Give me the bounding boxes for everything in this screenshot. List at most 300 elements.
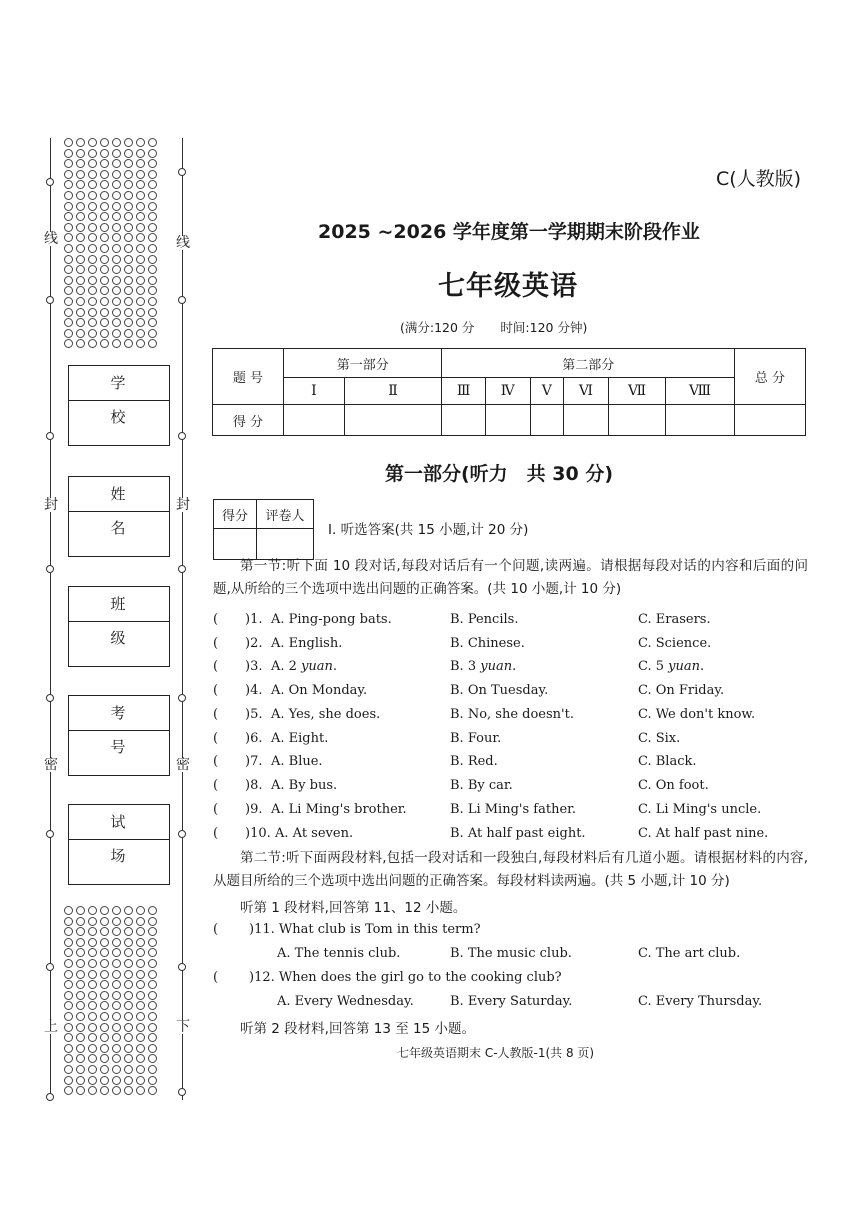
dot [88,255,97,264]
binding-circle [46,178,54,186]
roman-header: Ⅴ [530,378,563,405]
dot [112,202,121,211]
dot [64,959,73,968]
dot [148,329,157,338]
dot [136,948,145,957]
score-cell[interactable] [284,405,345,436]
dot [148,1076,157,1085]
binding-circle [46,296,54,304]
material2-note: 听第 2 段材料,回答第 13 至 15 小题。 [240,1021,475,1037]
dot [136,149,145,158]
grader-name-label: 评卷人 [257,500,314,529]
dot [124,1054,133,1063]
binding-circle [178,830,186,838]
dot [100,159,109,168]
dot [88,244,97,253]
dot [112,1012,121,1021]
dot [88,948,97,957]
answer-paren[interactable]: ( [213,754,219,769]
option-c: C. We don't know. [638,707,756,722]
question-number: )7. [245,754,263,769]
dot [64,233,73,242]
dot [112,938,121,947]
dot [88,927,97,936]
score-table [212,348,806,436]
dot [136,1001,145,1010]
option-b: B. Red. [450,754,498,769]
dot [100,202,109,211]
dot [136,917,145,926]
binding-char: 线 [176,235,190,251]
school-label: 学 校 [69,366,169,401]
dot [76,1001,85,1010]
dot [112,1044,121,1053]
dot [148,917,157,926]
dot [100,223,109,232]
dot [148,1001,157,1010]
dot [124,233,133,242]
answer-paren[interactable]: ( [213,659,219,674]
dot [148,265,157,274]
dot [136,170,145,179]
dot [76,138,85,147]
dot [124,180,133,189]
option-a: A. The tennis club. [277,946,401,961]
option-a: A. At seven. [275,826,354,841]
dot [64,927,73,936]
dot [88,1012,97,1021]
section2-instructions: 第二节:听下面两段材料,包括一段对话和一段独白,每段材料后有几道小题。请根据材料的内容,从题目所给的三个选项中选出问题的正确答案。每段材料读两遍。(共 5 小题,计 10 分) [213,850,808,889]
dot [88,265,97,274]
dot [112,286,121,295]
answer-paren[interactable]: ( [213,970,219,985]
name-field[interactable] [68,476,170,557]
dot [100,297,109,306]
dot [88,1044,97,1053]
dot [76,255,85,264]
dot [100,1033,109,1042]
dot [124,1065,133,1074]
dot [148,149,157,158]
dot [112,244,121,253]
dot [100,180,109,189]
dot [112,1086,121,1095]
dot [112,980,121,989]
dot [76,233,85,242]
roman-header: Ⅳ [485,378,530,405]
dot [76,191,85,200]
dot [136,1023,145,1032]
dot [124,970,133,979]
dot [148,255,157,264]
dot [136,959,145,968]
dot [136,1012,145,1021]
option-c: C. Black. [638,754,697,769]
answer-paren[interactable]: ( [213,778,219,793]
dot [88,308,97,317]
material1-note: 听第 1 段材料,回答第 11、12 小题。 [240,900,467,916]
school-field[interactable] [68,365,170,446]
dot [64,276,73,285]
question-number: )9. [245,802,263,817]
question-number: )2. [245,636,263,651]
dot [136,202,145,211]
dot [112,159,121,168]
dot [136,1065,145,1074]
dot [148,170,157,179]
dot [136,286,145,295]
option-b: B. Chinese. [450,636,525,651]
dot [124,170,133,179]
binding-line-right [182,138,183,1100]
dot [112,212,121,221]
dot [148,180,157,189]
dot [76,917,85,926]
dot [136,980,145,989]
dot [64,948,73,957]
dot [76,1012,85,1021]
dot [136,255,145,264]
option-c: C. The art club. [638,946,741,961]
dot [88,1086,97,1095]
dot [112,991,121,1000]
dot [100,917,109,926]
option-a: A. Blue. [271,754,323,769]
binding-circle [178,296,186,304]
dot [112,1001,121,1010]
dot [76,202,85,211]
dot [100,212,109,221]
score-cell[interactable] [442,405,485,436]
dot [76,297,85,306]
dot [64,1023,73,1032]
dot [148,318,157,327]
dot [76,308,85,317]
dot [64,138,73,147]
question-number: )4. [245,683,263,698]
option-c: C. On Friday. [638,683,725,698]
dot [112,308,121,317]
dot [88,170,97,179]
dot [88,138,97,147]
dot [88,906,97,915]
option-a: A. By bus. [271,778,338,793]
option-b: B. Pencils. [450,612,519,627]
binding-char: 封 [176,497,190,513]
total-header: 总 分 [735,349,806,405]
dot [64,970,73,979]
dot [76,980,85,989]
answer-paren[interactable]: ( [213,802,219,817]
dot [100,138,109,147]
dot-pattern-bottom [64,906,160,1097]
dot [100,265,109,274]
dot [76,1023,85,1032]
dot [64,938,73,947]
dot [100,1023,109,1032]
class-label: 班 级 [69,587,169,622]
part1-header: 第一部分 [284,349,442,378]
dot [88,1023,97,1032]
dot [124,329,133,338]
part1-title: 第一部分(听力 共 30 分) [385,463,614,485]
dot [148,991,157,1000]
binding-char: 密 [176,757,190,773]
dot [64,318,73,327]
dot [64,212,73,221]
dot [136,308,145,317]
dot [88,938,97,947]
dot [76,906,85,915]
answer-paren[interactable]: ( [213,612,219,627]
dot [124,255,133,264]
dot [64,191,73,200]
dot [100,255,109,264]
dot [88,970,97,979]
score-cell[interactable] [485,405,530,436]
option-a: A. Every Wednesday. [277,994,414,1009]
dot [124,927,133,936]
dot [124,149,133,158]
option-c: C. Six. [638,731,681,746]
dot [100,149,109,158]
dot [76,339,85,348]
dot [148,959,157,968]
dot [136,991,145,1000]
dot [112,917,121,926]
roman-header: Ⅱ [344,378,442,405]
class-field[interactable] [68,586,170,667]
dot [88,212,97,221]
option-c: C. 5 yuan. [638,659,705,674]
option-b: B. No, she doesn't. [450,707,574,722]
dot [124,308,133,317]
dot [100,170,109,179]
answer-paren[interactable]: ( [213,683,219,698]
dot [64,1076,73,1085]
dot [64,329,73,338]
answer-paren[interactable]: ( [213,707,219,722]
dot [112,1076,121,1085]
question-number: )6. [245,731,263,746]
dot [124,286,133,295]
dot [136,938,145,947]
question-number: )5. [245,707,263,722]
dot [136,223,145,232]
dot [88,297,97,306]
dot [88,1076,97,1085]
binding-char: 上 [44,1019,58,1035]
section1-instructions: 第一节:听下面 10 段对话,每段对话后有一个问题,读两遍。请根据每段对话的内容和后面的问题,从所给的三个选项中选出问题的正确答案。(共 10 小题,计 10 分) [213,558,808,597]
score-cell[interactable] [609,405,666,436]
dot [112,1054,121,1063]
dot [148,1086,157,1095]
dot [100,980,109,989]
exam-room-field[interactable] [68,804,170,885]
answer-paren[interactable]: ( [213,922,219,937]
dot [136,329,145,338]
option-b: B. Every Saturday. [450,994,573,1009]
binding-circle [178,168,186,176]
dot [148,191,157,200]
dot [100,233,109,242]
dot [112,1023,121,1032]
dot [124,191,133,200]
option-a: A. English. [271,636,343,651]
dot [88,276,97,285]
roman-header: Ⅶ [609,378,666,405]
score-cell[interactable] [344,405,442,436]
question-stem: )11. What club is Tom in this term? [249,922,481,937]
dot [124,223,133,232]
exam-number-label: 考 号 [69,696,169,731]
dot [124,339,133,348]
question-number: )10. [245,826,271,841]
option-c: C. Li Ming's uncle. [638,802,762,817]
dot [136,159,145,168]
option-a: A. 2 yuan. [271,659,338,674]
dot [64,1012,73,1021]
dot [124,1044,133,1053]
dot [88,149,97,158]
dot [148,297,157,306]
dot [64,991,73,1000]
dot [64,286,73,295]
score-cell[interactable] [530,405,563,436]
dot [112,970,121,979]
dot [112,948,121,957]
dot [100,339,109,348]
dot [136,233,145,242]
dot [136,906,145,915]
dot [112,138,121,147]
score-cell[interactable] [666,405,735,436]
binding-char: 下 [176,1019,190,1035]
dot [124,980,133,989]
dot [64,1033,73,1042]
option-a: A. On Monday. [271,683,368,698]
dot [136,1076,145,1085]
dot [112,906,121,915]
dot [100,276,109,285]
dot [100,991,109,1000]
dot [100,1012,109,1021]
dot [88,959,97,968]
exam-number-field[interactable] [68,695,170,776]
dot [100,927,109,936]
dot [76,1044,85,1053]
dot [100,1044,109,1053]
dot [100,1065,109,1074]
score-cell[interactable] [563,405,608,436]
total-score-cell[interactable] [735,405,806,436]
part2-header: 第二部分 [442,349,735,378]
dot [100,244,109,253]
dot [148,223,157,232]
roman-header: Ⅲ [442,378,485,405]
dot [124,906,133,915]
dot [100,948,109,957]
dot [136,138,145,147]
dot [88,286,97,295]
option-b: B. The music club. [450,946,572,961]
dot [148,906,157,915]
dot [148,1033,157,1042]
binding-char: 线 [44,231,58,247]
dot [76,212,85,221]
dot [76,286,85,295]
option-c: C. Every Thursday. [638,994,763,1009]
dot [64,255,73,264]
binding-circle [178,963,186,971]
option-b: B. Li Ming's father. [450,802,577,817]
name-label: 姓 名 [69,477,169,512]
answer-paren[interactable]: ( [213,636,219,651]
dot [64,223,73,232]
dot [124,917,133,926]
option-a: A. Ping-pong bats. [271,612,392,627]
dot [112,329,121,338]
dot [112,223,121,232]
dot [148,970,157,979]
dot [100,1076,109,1085]
dot [64,244,73,253]
option-c: C. Science. [638,636,712,651]
dot [88,917,97,926]
dot [76,318,85,327]
dot [100,1086,109,1095]
dot [100,329,109,338]
dot [136,191,145,200]
option-a: A. Li Ming's brother. [271,802,407,817]
edition-label: C(人教版) [716,168,802,190]
answer-paren[interactable]: ( [213,826,219,841]
dot [148,159,157,168]
option-b: B. On Tuesday. [450,683,549,698]
dot [76,1054,85,1063]
dot [112,191,121,200]
dot [88,329,97,338]
dot [112,318,121,327]
dot [112,233,121,242]
dot [100,191,109,200]
dot [100,970,109,979]
dot [112,927,121,936]
dot [148,286,157,295]
dot [64,180,73,189]
dot [88,223,97,232]
dot [76,223,85,232]
dot [100,938,109,947]
page-footer: 七年级英语期末 C-人教版-1(共 8 页) [397,1046,595,1060]
dot [148,1012,157,1021]
dot [124,297,133,306]
dot [124,318,133,327]
dot [76,1065,85,1074]
dot [112,149,121,158]
dot [112,339,121,348]
dot [136,318,145,327]
dot [76,276,85,285]
dot [136,927,145,936]
answer-paren[interactable]: ( [213,731,219,746]
dot [88,233,97,242]
dot [148,1054,157,1063]
dot [148,938,157,947]
dot [124,138,133,147]
dot [88,1001,97,1010]
dot [88,180,97,189]
